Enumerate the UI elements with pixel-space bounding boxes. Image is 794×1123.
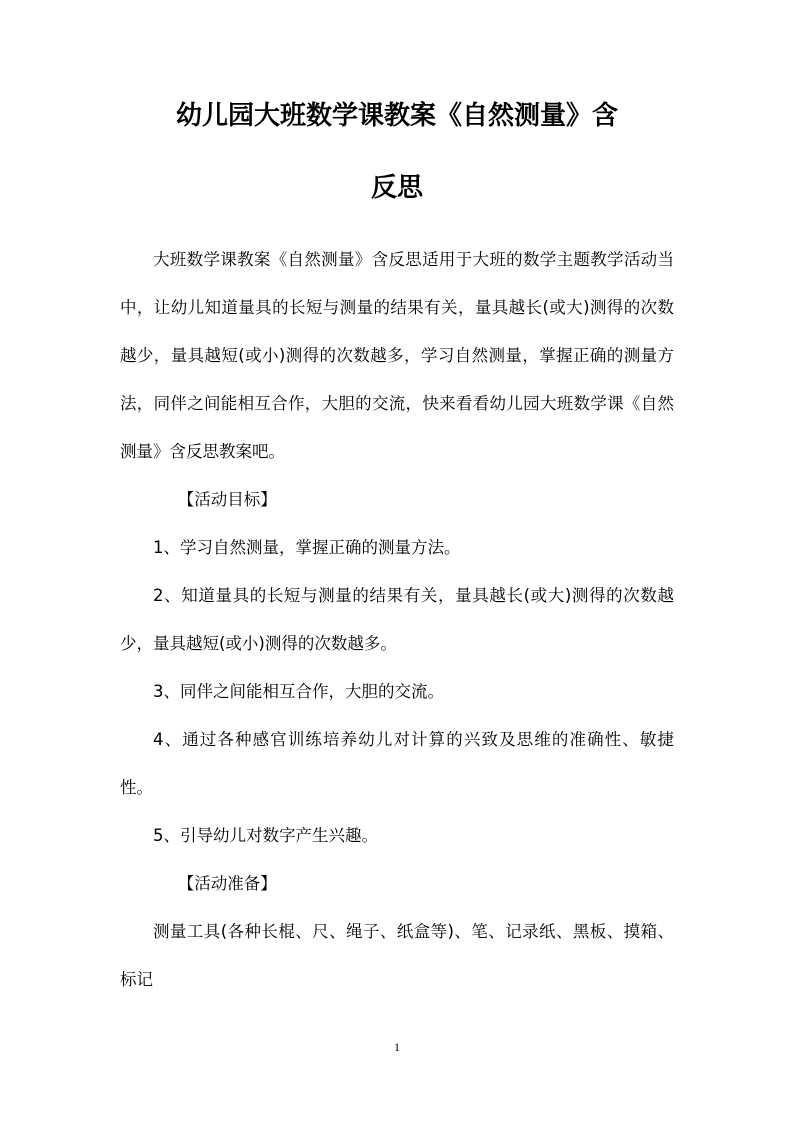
- document-title-line-2: 反思: [370, 173, 423, 203]
- page-number: 1: [394, 1040, 400, 1054]
- goal-item-1: 1、学习自然测量，掌握正确的测量方法。: [153, 538, 461, 557]
- prep-heading: 【活动准备】: [177, 874, 277, 893]
- intro-paragraph: 大班数学课教案《自然测量》含反思适用于大班的数学主题教学活动当中，让幼儿知道量具的长短与测量的结果有关，量具越长(或大)测得的次数越少，量具越短(或小)测得的次数越多，学习自然测量，掌握正确的测量方法，同伴之间能相互合作，大胆的交流，快来看看幼儿园大班数学课《自然测量》含反思教案吧。: [120, 250, 674, 461]
- goal-item-3: 3、同伴之间能相互合作，大胆的交流。: [153, 682, 444, 701]
- goals-heading: 【活动目标】: [177, 490, 277, 509]
- goal-item-4: 4、通过各种感官训练培养幼儿对计算的兴致及思维的准确性、敏捷性。: [120, 730, 674, 797]
- goal-item-2: 2、知道量具的长短与测量的结果有关，量具越长(或大)测得的次数越少，量具越短(或小)测得的次数越多。: [120, 586, 674, 653]
- document-title-line-1: 幼儿园大班数学课教案《自然测量》含: [175, 101, 618, 131]
- goal-item-5: 5、引导幼儿对数字产生兴趣。: [153, 826, 378, 845]
- prep-paragraph: 测量工具(各种长棍、尺、绳子、纸盒等)、笔、记录纸、黑板、摸箱、标记: [120, 922, 674, 989]
- document-body: [120, 236, 674, 1004]
